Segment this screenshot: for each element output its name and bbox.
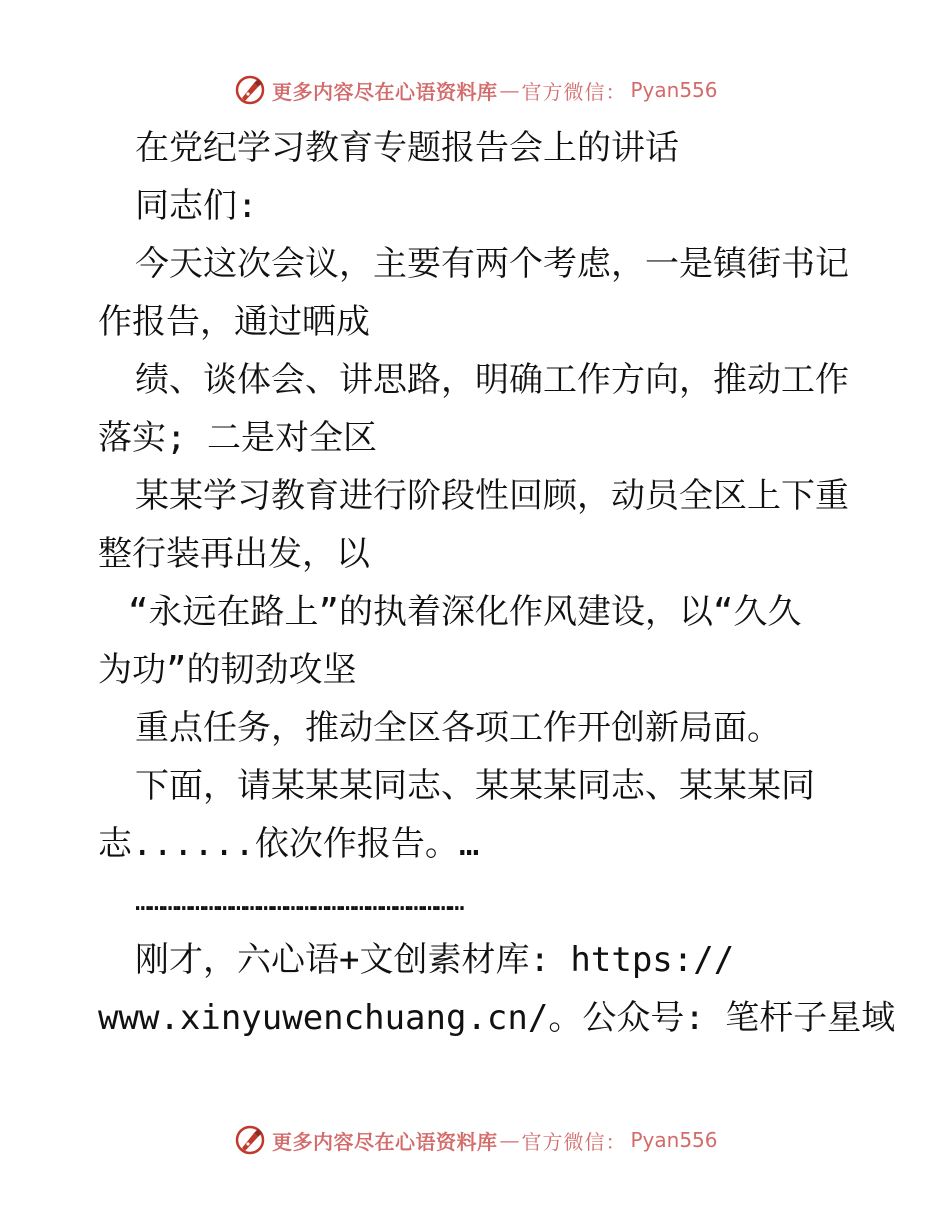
body-line: 刚才，六心语+文创素材库: https:// xyxy=(135,940,735,980)
footer-banner xyxy=(234,1122,718,1158)
footer-wechat-id: Pyan556 xyxy=(630,1128,718,1152)
body-line: “永远在路上”的执着深化作风建设，以“久久 xyxy=(128,592,802,632)
salutation: 同志们: xyxy=(135,186,258,226)
ellipsis-line: ……………………………………………………………… xyxy=(135,887,463,917)
header-brand-text: 更多内容尽在心语资料库 xyxy=(272,79,498,104)
footer-dash: — xyxy=(499,1128,520,1152)
body-line: 落实; 二是对全区 xyxy=(98,418,377,458)
document-title: 在党纪学习教育专题报告会上的讲话 xyxy=(135,128,679,168)
body-line: www.xinyuwenchuang.cn/。公众号: 笔杆子星域 xyxy=(98,998,896,1038)
body-line: 整行装再出发，以 xyxy=(98,534,370,574)
header-banner xyxy=(234,72,718,108)
body-line: 某某学习教育进行阶段性回顾，动员全区上下重 xyxy=(135,476,849,516)
pen-nib-logo-icon xyxy=(234,1124,266,1156)
body-line: 为功”的韧劲攻坚 xyxy=(98,650,357,690)
body-line: 绩、谈体会、讲思路，明确工作方向，推动工作 xyxy=(135,360,849,400)
header-dash: — xyxy=(499,78,520,102)
body-line: 下面，请某某某同志、某某某同志、某某某同 xyxy=(135,766,815,806)
pen-nib-logo-icon xyxy=(234,74,266,106)
header-wechat-id: Pyan556 xyxy=(630,78,718,102)
body-line: 作报告，通过晒成 xyxy=(98,302,370,342)
footer-brand-text: 更多内容尽在心语资料库 xyxy=(272,1129,498,1154)
header-wechat-label: 官方微信： xyxy=(521,79,627,104)
body-line: 重点任务，推动全区各项工作开创新局面。 xyxy=(135,708,781,748)
body-line: 志......依次作报告。… xyxy=(98,824,480,864)
footer-wechat-label: 官方微信： xyxy=(521,1129,627,1154)
body-line: 今天这次会议，主要有两个考虑，一是镇街书记 xyxy=(135,244,849,284)
